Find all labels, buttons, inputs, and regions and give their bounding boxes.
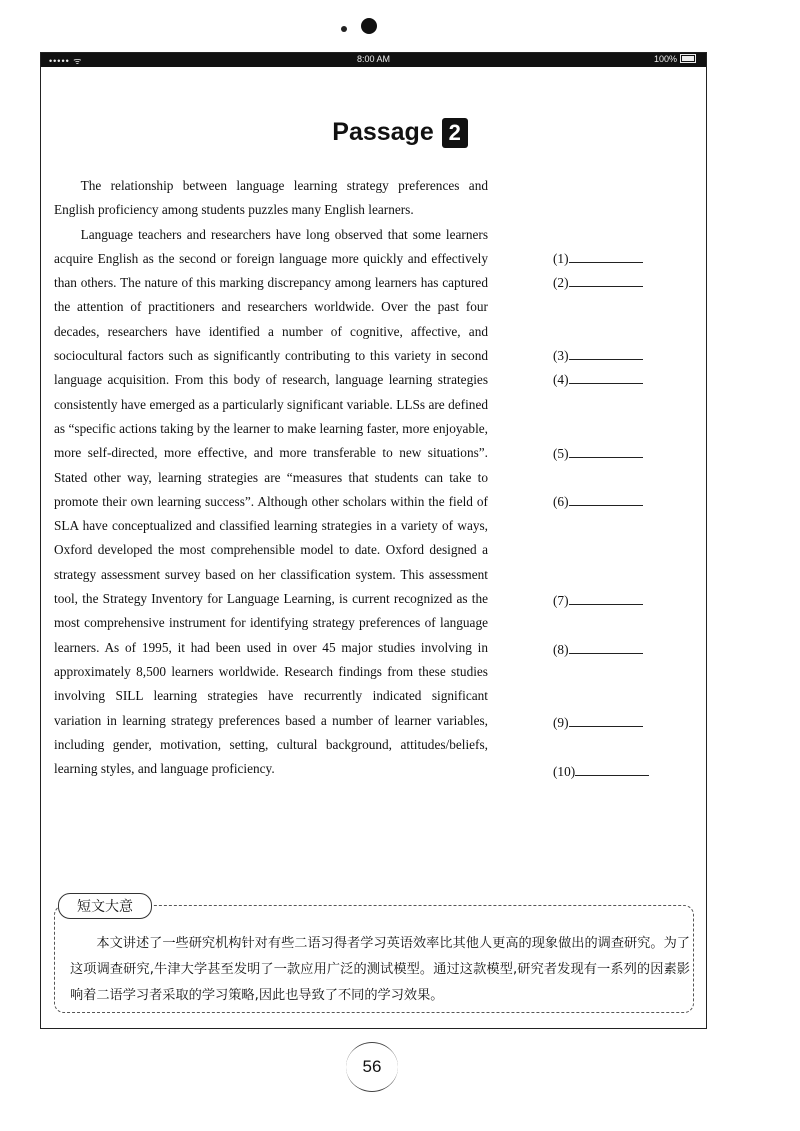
page-number: 56 [346, 1042, 398, 1092]
answer-blank[interactable] [553, 641, 643, 658]
signal-indicator: ••••• ᯤ [49, 56, 83, 66]
answer-blank-number: (1) [553, 251, 569, 266]
answer-blank-number: (7) [553, 593, 569, 608]
answer-blank-number: (9) [553, 715, 569, 730]
battery-percent: 100% [653, 54, 677, 64]
answer-blank-number: (10) [553, 764, 576, 779]
answer-blank[interactable] [553, 445, 643, 462]
answer-blank[interactable] [553, 347, 643, 364]
summary-text: 本文讲述了一些研究机构针对有些二语习得者学习英语效率比其他人更高的现象做出的调查研究。为了这项调查研究,牛津大学甚至发明了一款应用广泛的测试模型。通过这款模型,研究者发现有一系列的因素影响着二语学习者采取的学习策略,因此也导致了不同的学习效果。 [70, 936, 690, 1003]
answer-blank-number: (8) [553, 642, 569, 657]
passage-paragraph: Language teachers and researchers have long observed that some learners acquire English as the second or foreign language more quickly and effectively than others. The nature of this marking discrepancy among learners has captured the attention of practitioners and researchers worldwide. Over the past four decades, researchers have identified a number of cognitive, affective, and sociocultural factors such as significantly contributing to this variety in second language acquisition. From this body of research, language learning strategies consistently have emerged as a particularly significant variable. LLSs are defined as “specific actions taking by the learner to make learning faster, more enjoyable, more self-directed, more effective, and more transferable to new situations”. Stated other way, learning strategies are “measures that students can take to promote their own learning success”. Although other scholars within the field of SLA have conceptualized and classified learning strategies in a variety of ways, Oxford developed the most comprehensible model to date. Oxford designed a strategy assessment survey based on her classification system. This assessment tool, the Strategy Inventory for Language Learning, is current recognized as the most comprehensive instrument for identifying strategy preferences of language learners. As of 1995, it had been used in over 45 major studies involving in approximately 8,500 learners worldwide. Research findings from these studies involving SILL learning strategies have recurrently indicated significant variation in learning strategy preferences based a number of learner variables, including gender, motivation, setting, cultural background, attitudes/beliefs, learning styles, and language proficiency. [54, 226, 488, 777]
answer-blank-number: (4) [553, 372, 569, 387]
battery-icon [680, 54, 696, 63]
answer-blank[interactable] [553, 714, 643, 731]
large-dot [361, 18, 377, 34]
answer-blank[interactable] [553, 274, 643, 291]
answer-blank[interactable] [553, 250, 643, 267]
battery-status [654, 54, 696, 64]
answer-blank-number: (3) [553, 348, 569, 363]
answer-blank-number: (6) [553, 494, 569, 509]
passage-body [54, 174, 488, 781]
status-time: 8:00 AM [356, 54, 391, 64]
answer-blank[interactable] [553, 592, 643, 609]
answer-blank[interactable] [553, 371, 643, 388]
status-bar [41, 53, 706, 67]
passage-paragraph: The relationship between language learning strategy preferences and English proficiency among students puzzles many English learners. [54, 178, 488, 218]
answer-blank-number: (5) [553, 446, 569, 461]
answer-blank[interactable] [553, 763, 649, 780]
passage-title-text: Passage [332, 118, 434, 146]
answer-blank-number: (2) [553, 275, 569, 290]
small-dot [341, 26, 347, 32]
passage-title [0, 118, 800, 148]
summary-label: 短文大意 [58, 893, 152, 919]
answer-blank[interactable] [553, 493, 643, 510]
passage-number-badge: 2 [442, 118, 468, 148]
